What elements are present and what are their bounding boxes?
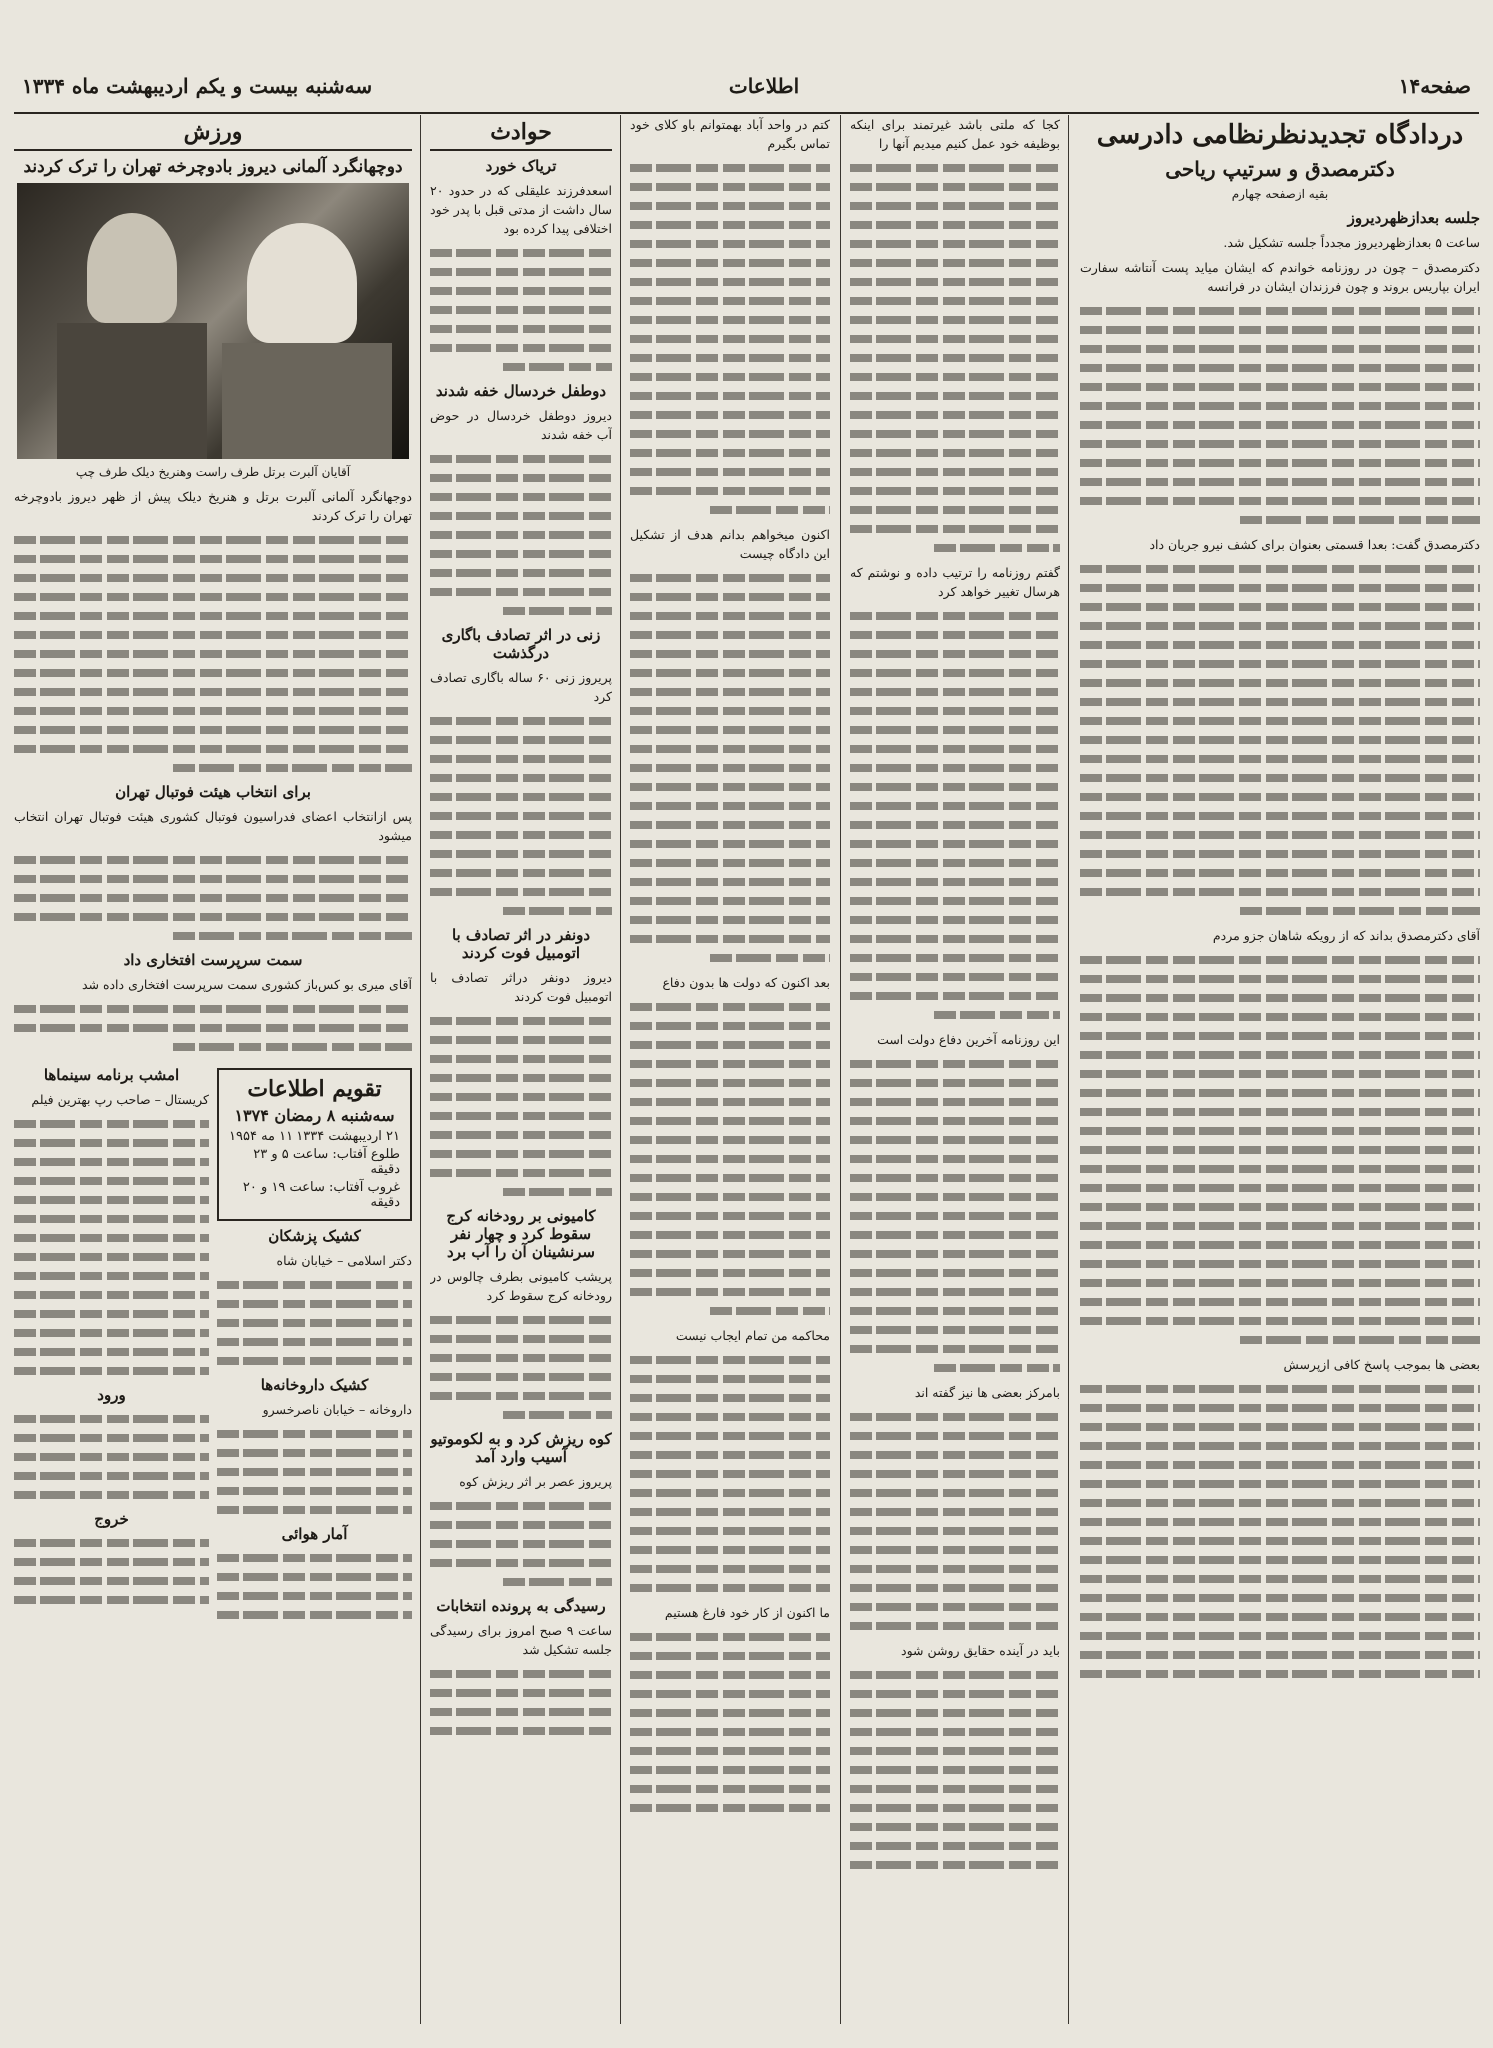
text-block [850, 1060, 1060, 1372]
article-paragraph: محاکمه من تمام ایجاب نیست [675, 1328, 830, 1343]
cinema-title: امشب برنامه سینماها [43, 1066, 180, 1084]
sports-headline: سمت سرپرست افتخاری داد [123, 951, 303, 969]
text-block [850, 612, 1060, 1019]
article-paragraph: دکترمصدق – چون در روزنامه خواندم که ایشان میاید پست آنتاشه سفارت ایران بپاریس بروند و چون فرزندان ایشان در فرانسه [1080, 260, 1480, 294]
column-trial-cont-2 [630, 115, 830, 2028]
text-block [217, 1430, 412, 1514]
text-block [14, 536, 412, 772]
doctors-title: کشیک پزشکان [268, 1227, 361, 1245]
sports-headline: برای انتخاب هیئت فوتبال تهران [115, 783, 311, 801]
text-block [1080, 956, 1480, 1344]
bottom-listings [14, 1062, 412, 1630]
text-block [850, 1671, 1060, 1869]
text-block [630, 1356, 830, 1592]
masthead [14, 66, 1479, 114]
section-title-sports: ورزش [14, 119, 412, 151]
cinema-text: کریستال – صاحب رپ بهترین فیلم [31, 1092, 209, 1107]
column-rule [420, 115, 421, 2024]
text-block [630, 1003, 830, 1315]
article-paragraph: بعضی ها بموجب پاسخ کافی ازپرسش [1283, 1357, 1480, 1372]
news-headline: دونفر در اثر تصادف با اتومبیل فوت کردند [451, 926, 591, 962]
article-paragraph: باید در آینده حقایق روشن شود [901, 1643, 1060, 1658]
article-paragraph: دکترمصدق گفت: بعدا قسمتی بعنوان برای کشف نیرو جریان داد [1149, 537, 1480, 552]
subhead-session: جلسه بعدازظهردیروز [1347, 209, 1480, 227]
text-block [430, 1017, 612, 1196]
pharmacies-text: داروخانه – خیابان ناصرخسرو [262, 1402, 412, 1417]
weather-stats-title: آمار هوائی [281, 1525, 348, 1543]
calendar-date: سه‌شنبه ۸ رمضان ۱۳۷۴ [234, 1106, 395, 1125]
calendar-row: ۲۱ اردیبهشت ۱۳۳۴ ۱۱ مه ۱۹۵۴ [229, 1129, 400, 1144]
article-paragraph: کجا که ملتی باشد غیرتمند برای اینکه بوظیفه خود عمل کنیم میدیم آنها را [850, 117, 1060, 151]
text-block [1080, 307, 1480, 524]
article-paragraph: این روزنامه آخرین دفاع دولت است [877, 1032, 1060, 1047]
continuation-note: بقیه ازصفحه چهارم [1231, 187, 1329, 201]
article-paragraph: اکنون میخواهم بدانم هدف از تشکیل این دادگاه چیست [630, 527, 830, 561]
calendar-and-services [217, 1062, 412, 1630]
newspaper-title: اطلاعات [728, 74, 800, 98]
departures-title: خروج [94, 1510, 129, 1528]
text-block [217, 1554, 412, 1619]
text-block [217, 1281, 412, 1365]
news-paragraph: اسعدفرزند علیقلی که در حدود ۲۰ سال داشت از مدتی قبل با پدر خود اختلافی پیدا کرده بود [430, 183, 612, 236]
news-paragraph: پریشب کامیونی بطرف چالوس در رودخانه کرج سقوط کرد [430, 1269, 612, 1303]
text-block [630, 574, 830, 962]
text-block [430, 455, 612, 615]
column-rule [840, 115, 841, 2024]
text-block [430, 249, 612, 371]
column-incidents [430, 115, 612, 2028]
column-rule [1068, 115, 1069, 2024]
cyclists-photo [17, 183, 409, 459]
arrivals-title: ورود [97, 1386, 126, 1404]
cinema-and-travel [14, 1062, 209, 1630]
news-paragraph: پریروز عصر بر اثر ریزش کوه [459, 1474, 612, 1489]
headline-trial: دردادگاه تجدیدنظرنظامی دادرسی [1096, 120, 1464, 150]
text-block [630, 1633, 830, 1812]
text-block [1080, 1385, 1480, 1678]
text-block [430, 1502, 612, 1586]
news-headline: کوه ریزش کرد و به لکوموتیو آسیب وارد آمد [430, 1430, 612, 1466]
calendar-row: غروب آفتاب: ساعت ۱۹ و ۲۰ دقیقه [242, 1180, 400, 1210]
column-sports [14, 115, 412, 2028]
article-paragraph: بامرکز بعضی ها نیز گفته اند [914, 1385, 1060, 1400]
article-paragraph: کتم در واحد آباد بهمتوانم باو کلای خود تماس بگیرم [630, 117, 830, 151]
news-paragraph: پریروز زنی ۶۰ ساله باگاری تصادف کرد [430, 670, 612, 704]
text-block [14, 1415, 209, 1499]
news-paragraph: دیروز دوطفل خردسال در حوض آب خفه شدند [430, 408, 612, 442]
article-paragraph: آقای دکترمصدق بداند که از رویکه شاهان جزو مردم [1212, 928, 1480, 943]
pharmacies-title: کشیک داروخانه‌ها [260, 1376, 369, 1394]
page-number: صفحه۱۴ [1398, 74, 1471, 98]
text-block [14, 1005, 412, 1051]
news-paragraph: دیروز دونفر دراثر تصادف با اتومبیل فوت کردند [430, 970, 612, 1004]
news-headline: تریاک خورد [485, 157, 557, 175]
article-paragraph: گفتم روزنامه را ترتیب داده و نوشتم که هرسال تغییر خواهد کرد [850, 565, 1060, 599]
article-paragraph: دوجهانگرد آلمانی آلبرت برتل و هنریخ دیلک پیش از ظهر دیروز بادوچرخه تهران را ترک کردند [14, 489, 412, 523]
section-title-incidents: حوادث [430, 119, 612, 151]
column-trial-cont-1 [850, 115, 1060, 2028]
sports-headline: دوچهانگرد آلمانی دیروز بادوچرخه تهران را ترک کردند [23, 157, 403, 177]
calendar-row: طلوع آفتاب: ساعت ۵ و ۲۳ دقیقه [253, 1147, 400, 1177]
text-block [14, 1539, 209, 1604]
text-block [850, 1413, 1060, 1630]
text-block [850, 164, 1060, 552]
text-block [430, 1316, 612, 1419]
article-paragraph: ساعت ۵ بعدازظهردیروز مجدداً جلسه تشکیل شد. [1223, 235, 1480, 250]
article-paragraph: پس ازانتخاب اعضای فدراسیون فوتبال کشوری هیئت فوتبال تهران انتخاب میشود [14, 809, 412, 843]
text-block [430, 717, 612, 915]
article-paragraph: ما اکنون از کار خود فارغ هستیم [664, 1605, 830, 1620]
byline-trial: دکترمصدق و سرتیپ ریاحی [1165, 157, 1395, 181]
text-block [630, 164, 830, 514]
calendar-title: تقویم اطلاعات [247, 1076, 382, 1102]
text-block [1080, 565, 1480, 915]
news-headline: زنی در اثر تصادف باگاری درگذشت [441, 626, 601, 662]
photo-caption: آقایان آلبرت برتل طرف راست وهنریخ دیلک طرف چپ [75, 465, 351, 479]
doctors-text: دکتر اسلامی – خیابان شاه [276, 1253, 412, 1268]
news-headline: دوطفل خردسال خفه شدند [435, 382, 607, 400]
text-block [14, 1120, 209, 1375]
issue-date: سه‌شنبه بیست و یکم اردیبهشت ماه ۱۳۳۴ [22, 74, 373, 98]
text-block [430, 1670, 612, 1735]
article-paragraph: بعد اکنون که دولت ها بدون دفاع [662, 975, 830, 990]
column-rule [620, 115, 621, 2024]
news-headline: کامیونی بر رودخانه کرج سقوط کرد و چهار نفر سرنشینان آن را آب برد [446, 1207, 596, 1261]
text-block [14, 856, 412, 940]
article-paragraph: آقای میری بو کس‌باز کشوری سمت سرپرست افتخاری داده شد [81, 977, 412, 992]
calendar-box [217, 1068, 412, 1221]
news-paragraph: ساعت ۹ صبح امروز برای رسیدگی جلسه تشکیل شد [430, 1623, 612, 1657]
news-headline: رسیدگی به پرونده انتخابات [436, 1597, 606, 1615]
column-trial [1080, 115, 1480, 2028]
